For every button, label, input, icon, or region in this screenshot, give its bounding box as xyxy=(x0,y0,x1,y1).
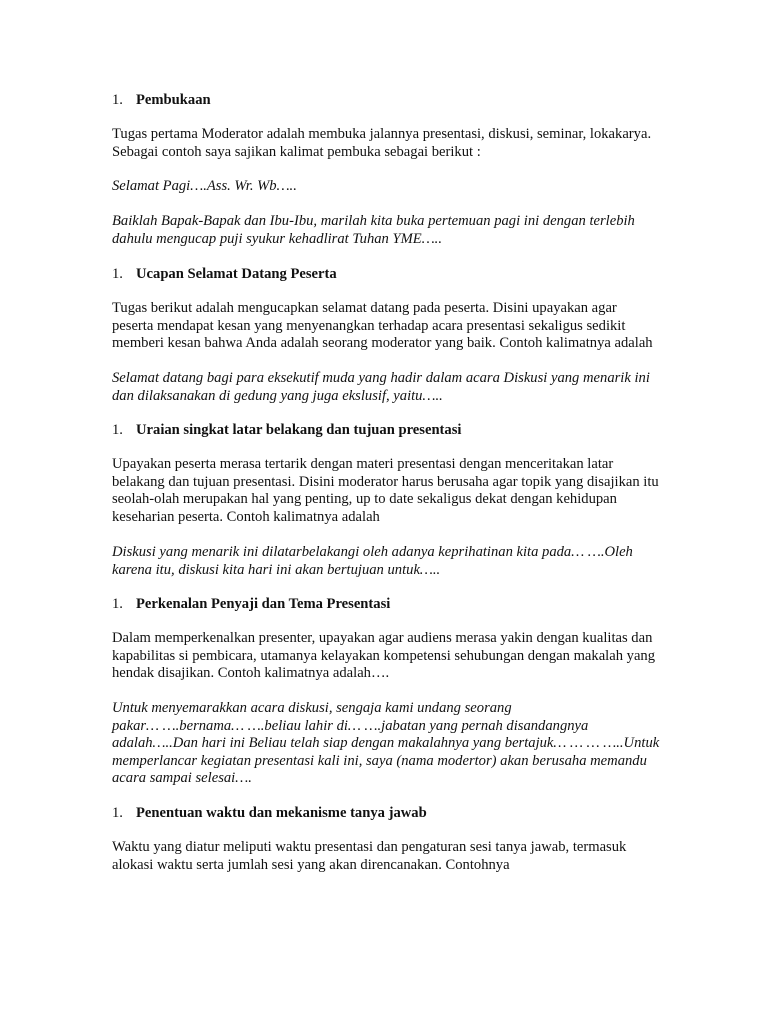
section-number: 1. xyxy=(112,266,123,282)
section-title: Ucapan Selamat Datang Peserta xyxy=(136,266,337,282)
section-heading-latar-belakang xyxy=(112,422,461,440)
example-text: Selamat Pagi….Ass. Wr. Wb….. xyxy=(112,178,297,194)
example-text: Selamat datang bagi para eksekutif muda yang hadir dalam acara Diskusi yang menarik ini dan dilaksanakan di gedung yang juga ekslusif, yaitu….. xyxy=(112,370,650,404)
section-body: Waktu yang diatur meliputi waktu presentasi dan pengaturan sesi tanya jawab, termasuk alokasi waktu serta jumlah sesi yang akan direncanakan. Contohnya xyxy=(112,839,627,873)
section-body: Tugas pertama Moderator adalah membuka jalannya presentasi, diskusi, seminar, lokakarya. Sebagai contoh saya sajikan kalimat pembuka sebagai berikut : xyxy=(112,126,652,160)
section-title: Penentuan waktu dan mekanisme tanya jawab xyxy=(136,805,427,821)
section-heading-ucapan-selamat-datang xyxy=(112,266,337,284)
section-number: 1. xyxy=(112,92,123,108)
section-heading-pembukaan xyxy=(112,92,211,110)
section-heading-penentuan-waktu xyxy=(112,805,427,823)
section-body: Tugas berikut adalah mengucapkan selamat datang pada peserta. Disini upayakan agar peserta mendapat kesan yang menyenangkan terhadap acara presentasi sekaligus sedikit memberi kesan bahwa Anda adalah seorang moderator yang baik. Contoh kalimatnya adalah xyxy=(112,300,653,352)
section-body: Dalam memperkenalkan presenter, upayakan agar audiens merasa yakin dengan kualitas dan kapabilitas si pembicara, utamanya kelayakan kompetensi sehubungan dengan makalah yang hendak disajikan. Contoh kalimatnya adalah…. xyxy=(112,630,656,682)
example-text: Diskusi yang menarik ini dilatarbelakangi oleh adanya keprihatinan kita pada… ….Oleh karena itu, diskusi kita hari ini akan bertujuan untuk….. xyxy=(112,544,633,578)
section-title: Perkenalan Penyaji dan Tema Presentasi xyxy=(136,596,391,612)
section-title: Uraian singkat latar belakang dan tujuan presentasi xyxy=(136,422,462,438)
section-heading-perkenalan-penyaji xyxy=(112,596,390,614)
section-title: Pembukaan xyxy=(136,92,211,108)
section-number: 1. xyxy=(112,805,123,821)
section-number: 1. xyxy=(112,422,123,438)
section-number: 1. xyxy=(112,596,123,612)
example-text: Baiklah Bapak-Bapak dan Ibu-Ibu, marilah kita buka pertemuan pagi ini dengan terlebih dahulu mengucap puji syukur kehadlirat Tuhan YME….. xyxy=(112,213,635,247)
example-text: Untuk menyemarakkan acara diskusi, sengaja kami undang seorang pakar… ….bernama… ….beliau lahir di… ….jabatan yang pernah disandangnya adalah…..Dan hari ini Beliau telah siap dengan makalahnya yang bertajuk… … … …..Untuk memperlancar kegiatan presentasi kali ini, saya (nama modertor) akan berusaha memandu acara sampai selesai…. xyxy=(112,700,660,787)
section-body: Upayakan peserta merasa tertarik dengan materi presentasi dengan menceritakan latar belakang dan tujuan presentasi. Disini moderator harus berusaha agar topik yang disajikan itu seolah-olah merupakan hal yang penting, up to date sekaligus dekat dengan kehidupan keseharian peserta. Contoh kalimatnya adalah xyxy=(112,456,659,525)
